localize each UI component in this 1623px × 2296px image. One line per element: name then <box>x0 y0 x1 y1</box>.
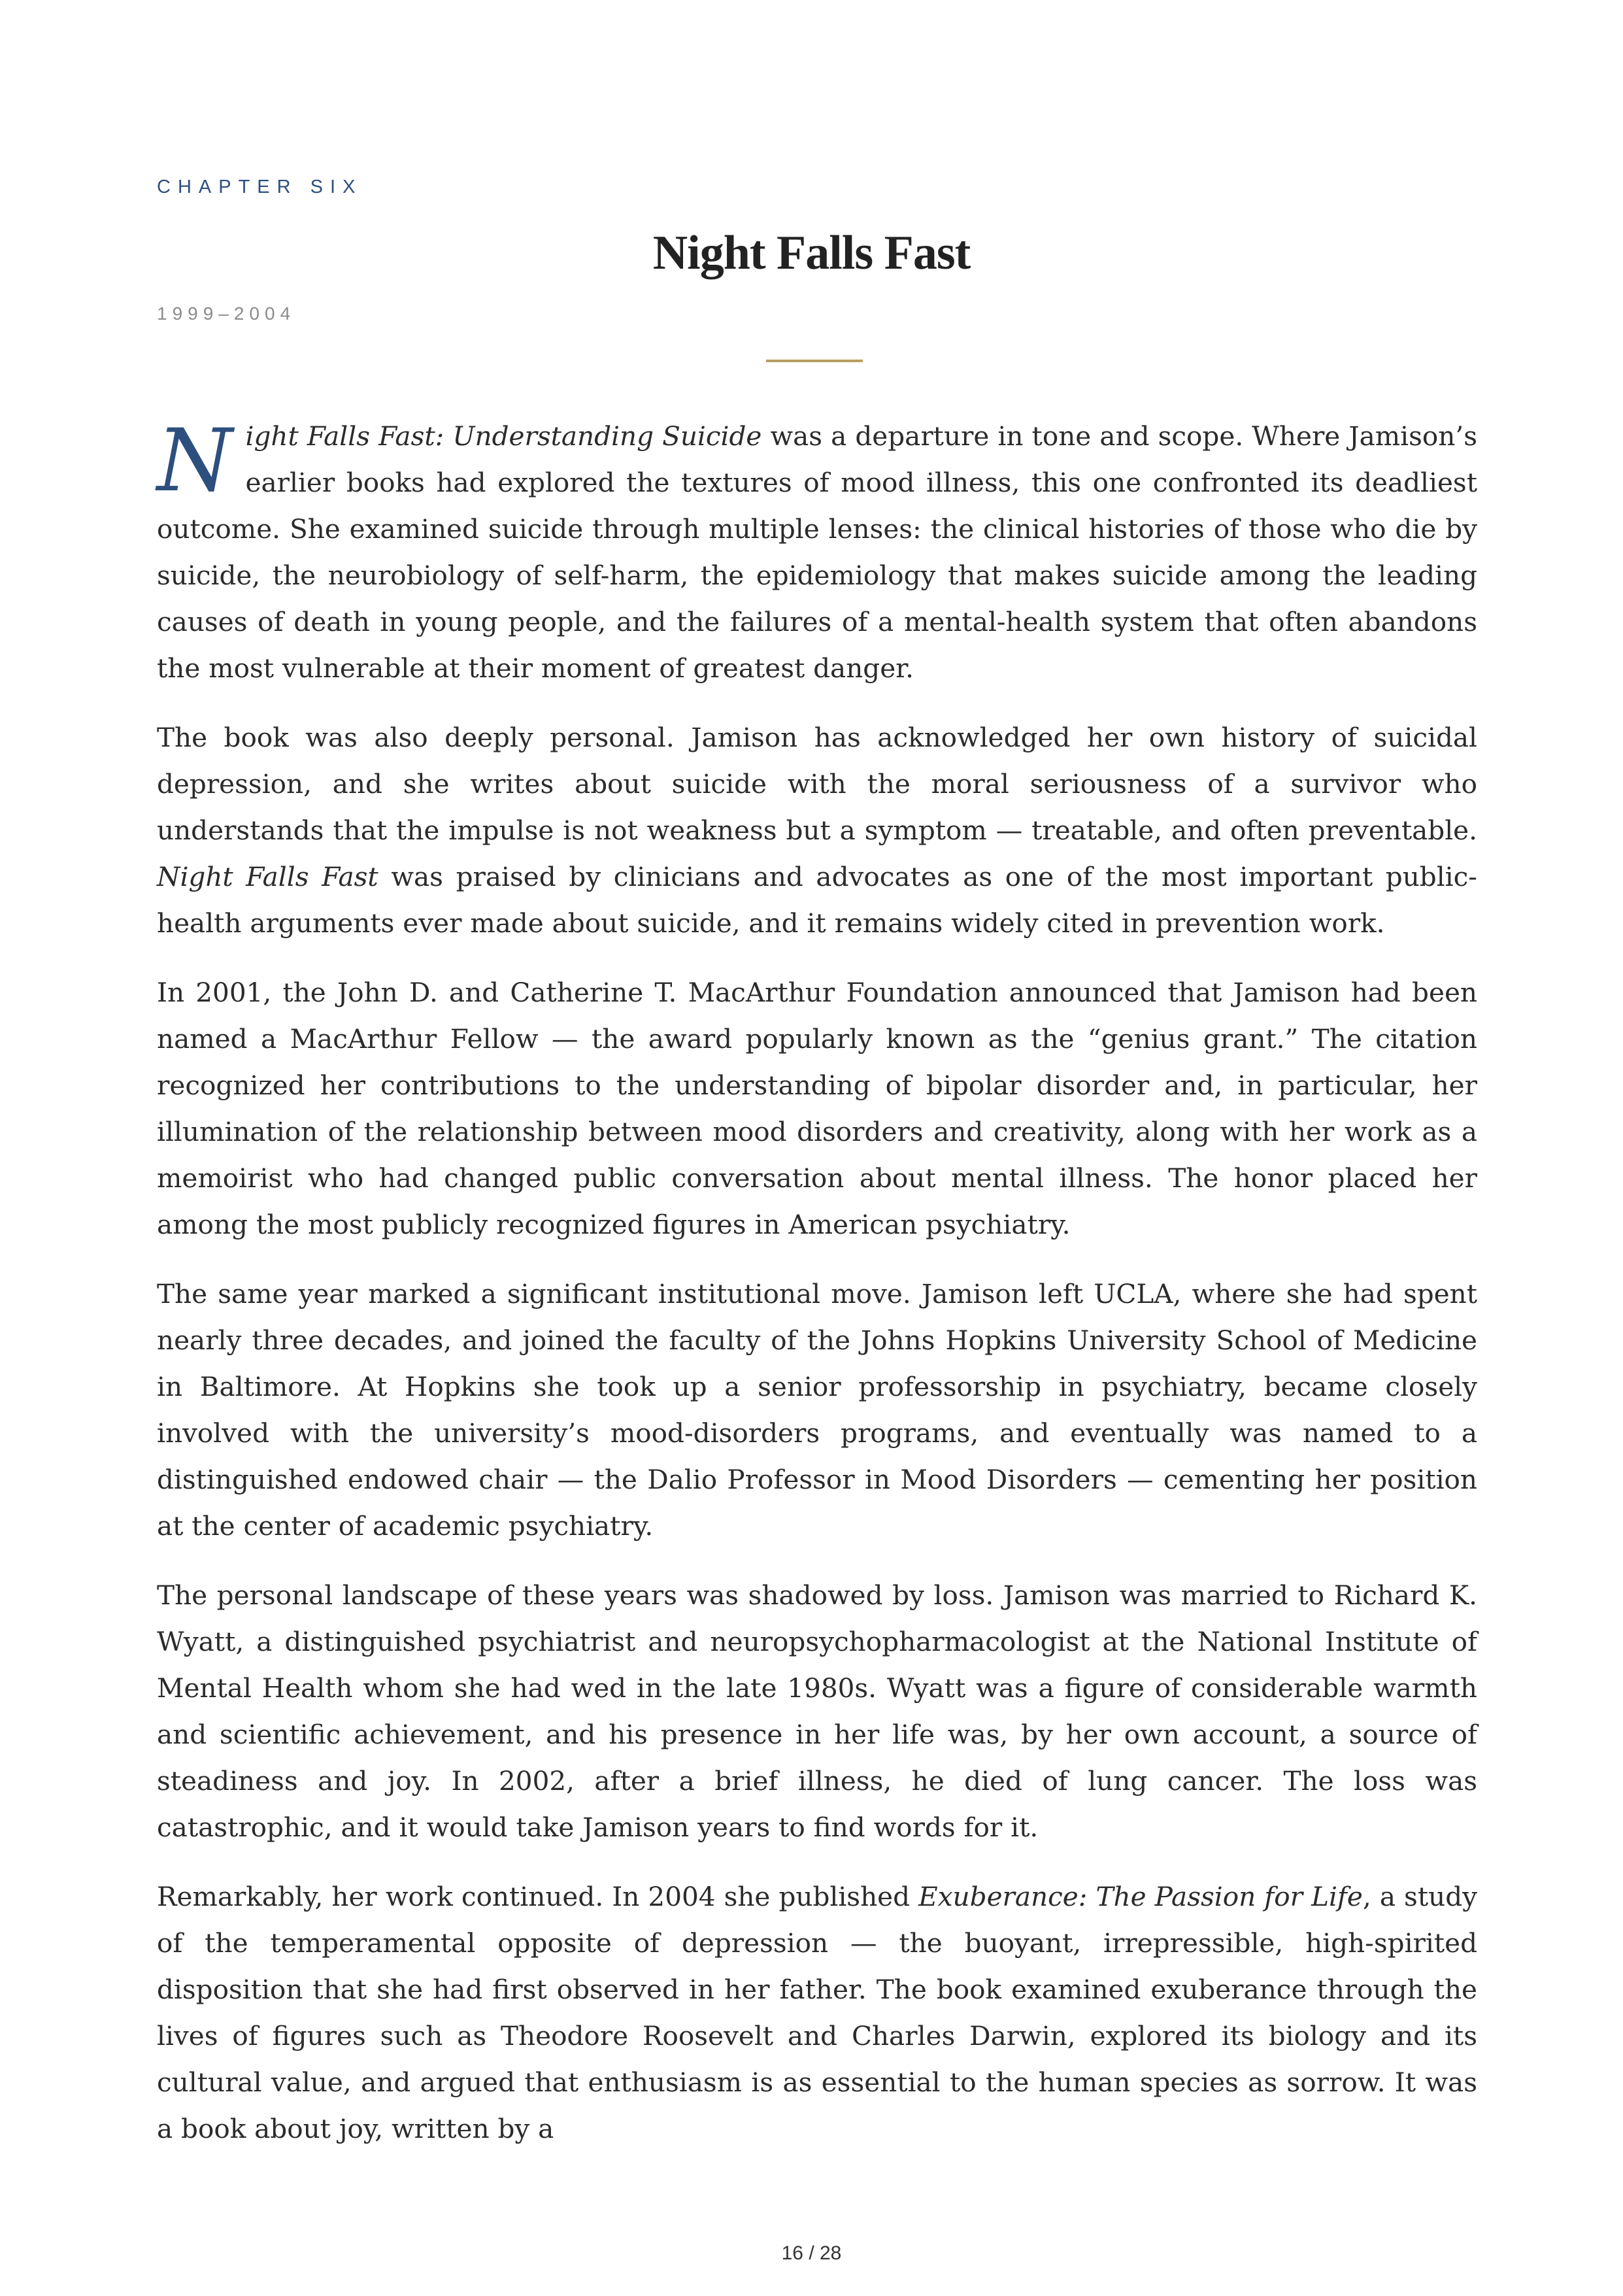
chapter-body <box>157 413 1477 2175</box>
paragraph-2 <box>157 715 1477 947</box>
paragraph-5: The personal landscape of these years was shadowed by loss. Jamison was married to Richard K. Wyatt, a distinguished psychiatrist and neuropsychopharmacologist at the National Institute of Mental Health whom she had wed in the late 1980s. Wyatt was a figure of considerable warmth and scientific achievement, and his presence in her life was, by her own account, a source of steadiness and joy. In 2002, after a brief illness, he died of lung cancer. The loss was catastrophic, and it would take Jamison years to find words for it. <box>157 1579 1477 1843</box>
book-title-italic: Exuberance: The Passion for Life <box>918 1881 1363 1912</box>
year-range: 1999–2004 <box>157 303 296 324</box>
paragraph-4: The same year marked a significant institutional move. Jamison left UCLA, where she had spent nearly three decades, and joined the faculty of the Johns Hopkins University School of Medicine in Baltimore. At Hopkins she took up a senior professorship in psychiatry, became closely involved with the university’s mood-disorders programs, and eventually was named to a distinguished endowed chair — the Dalio Professor in Mood Disorders — cementing her position at the center of academic psychiatry. <box>157 1278 1477 1542</box>
paragraph-text: was praised by clinicians and advocates as one of the most important public-health arguments ever made about suicide, and it remains widely cited in prevention work. <box>157 861 1477 939</box>
paragraph-6 <box>157 1874 1477 2152</box>
paragraph-text: The book was also deeply personal. Jamison has acknowledged her own history of suicidal depression, and she writes about suicide with the moral seriousness of a survivor who understands that the impulse is not weakness but a symptom — treatable, and often preventable. <box>157 722 1477 846</box>
title-divider-rule <box>766 360 863 362</box>
paragraph-text: , a study of the temperamental opposite of depression — the buoyant, irrepressible, high-spirited disposition that she had first observed in her father. The book examined exuberance through the lives of figures such as Theodore Roosevelt and Charles Darwin, explored its biology and its cultural value, and argued that enthusiasm is as essential to the human species as sorrow. It was a book about joy, written by a <box>157 1881 1478 2144</box>
paragraph-text: was a departure in tone and scope. Where Jamison’s earlier books had explored the textures of mood illness, this one confronted its deadliest outcome. She examined suicide through multiple lenses: the clinical histories of those who die by suicide, the neurobiology of self-harm, the epidemiology that makes suicide among the leading causes of death in young people, and the failures of a mental-health system that often abandons the most vulnerable at their moment of greatest danger. <box>157 420 1477 684</box>
paragraph-text: Remarkably, her work continued. In 2004 she published <box>157 1881 919 1912</box>
paragraph-3: In 2001, the John D. and Catherine T. MacArthur Foundation announced that Jamison had been named a MacArthur Fellow — the award popularly known as the “genius grant.” The citation recognized her contributions to the understanding of bipolar disorder and, in particular, her illumination of the relationship between mood disorders and creativity, along with her work as a memoirist who had changed public conversation about mental illness. The honor placed her among the most publicly recognized figures in American psychiatry. <box>157 977 1477 1240</box>
chapter-title: Night Falls Fast <box>652 226 971 280</box>
paragraph-1 <box>157 413 1477 692</box>
book-title-italic: ight Falls Fast: Understanding Suicide <box>245 420 762 452</box>
chapter-label: CHAPTER SIX <box>157 177 363 197</box>
page-number: 16 / 28 <box>781 2242 842 2264</box>
drop-cap: N <box>157 411 233 511</box>
book-title-italic: Night Falls Fast <box>157 861 378 892</box>
